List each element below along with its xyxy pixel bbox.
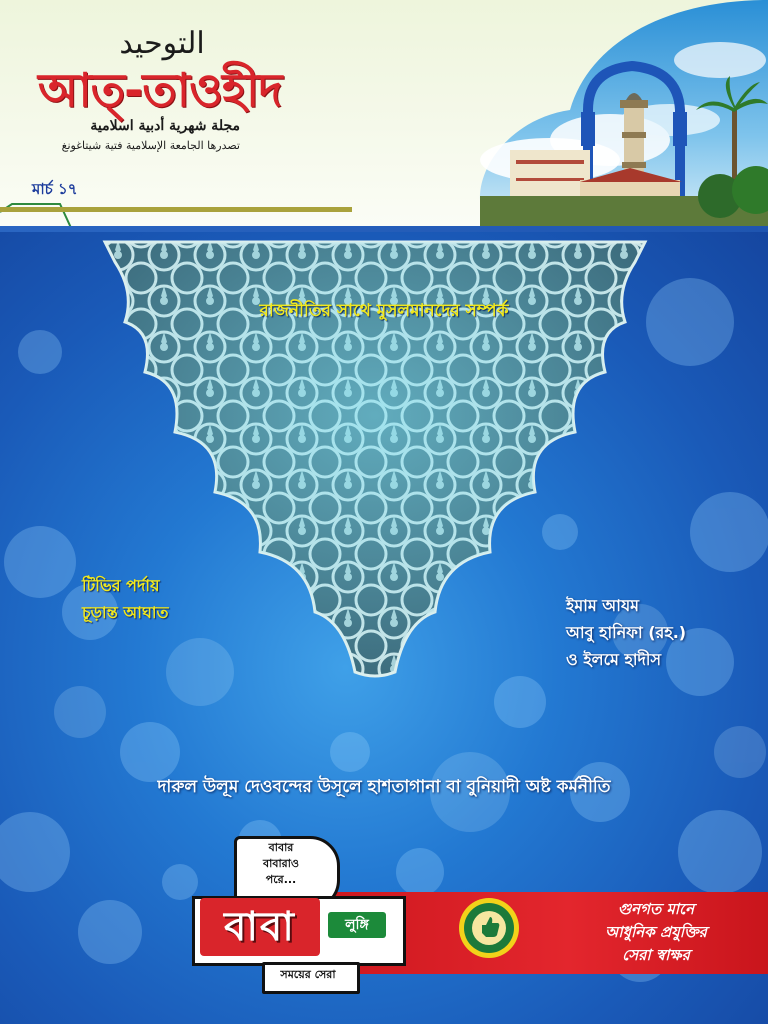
advert-tag-text xyxy=(238,840,324,888)
right-story-headline xyxy=(566,592,686,673)
advert-slogan-line: সেরা স্বাক্ষর xyxy=(622,946,690,964)
masthead-arabic-title: التوحيد xyxy=(119,26,205,61)
left-story-headline xyxy=(82,572,169,626)
advert-tagline: সময়ের সেরা xyxy=(280,968,336,981)
divider xyxy=(0,207,352,212)
masthead-bangla-title: আত্-তাওহীদ xyxy=(38,63,282,117)
right-story-line: আবু হানিফা (রহ.) xyxy=(566,623,687,642)
advert-brand-sub: লুঙ্গি xyxy=(328,912,386,938)
quality-seal-icon xyxy=(458,897,520,959)
issue-date: মার্চ ১৭ xyxy=(32,180,78,198)
advert-slogan xyxy=(556,898,756,967)
left-story-line: টিভির পর্দায় xyxy=(82,576,160,595)
masthead xyxy=(0,0,768,228)
mosque-illustration xyxy=(420,0,768,228)
right-story-line: ও ইলমে হাদীস xyxy=(566,650,662,669)
advert-slogan-line: গুনগত মানে xyxy=(617,900,695,918)
advert-tag-line: পরে... xyxy=(265,873,297,886)
advert-tag-line: বাবার xyxy=(268,841,294,854)
bottom-headline: দারুল উলূম দেওবন্দের উসূলে হাশতাগানা বা বুনিয়াদী অষ্ট কর্মনীতি xyxy=(157,777,611,797)
advert-brand-name: বাবা xyxy=(200,898,320,956)
advert-tag-line: বাবারাও xyxy=(263,857,299,870)
left-story-line: চূড়ান্ত আঘাত xyxy=(82,603,169,622)
masthead-subtitle-1: مجلة شهرية أدبية اسلامية xyxy=(90,118,240,134)
advert-slogan-line: আধুনিক প্রযুক্তির xyxy=(605,923,707,941)
right-story-line: ইমাম আযম xyxy=(566,596,640,615)
top-headline: রাজনীতির সাথে মুসলমানদের সম্পর্ক xyxy=(259,301,509,321)
masthead-subtitle-2: تصدرها الجامعة الإسلامية فتية شيتاغونغ xyxy=(61,139,240,152)
